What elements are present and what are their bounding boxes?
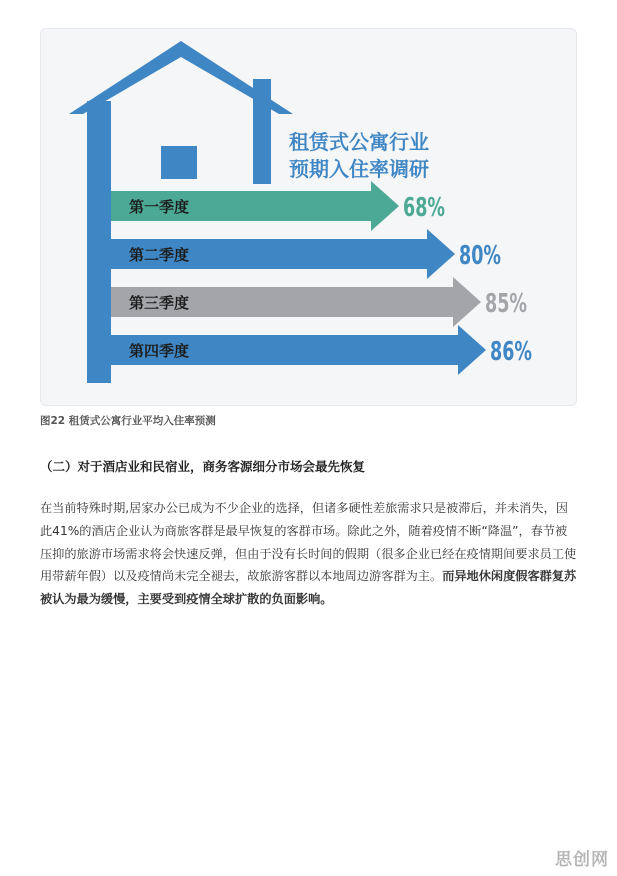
quarter-label-4: 第四季度 (129, 342, 190, 360)
body-text-bold: 而异地休闲度假客群复苏被认为最为缓慢，主要受到疫情全球扩散的负面影响。 (40, 569, 577, 607)
quarter-label-1: 第一季度 (129, 198, 190, 216)
quarter-value-1: 68% (403, 193, 445, 223)
quarter-label-3: 第三季度 (129, 294, 190, 312)
infographic-title-line1: 租赁式公寓行业 (289, 130, 429, 154)
body-paragraph (40, 497, 577, 611)
quarter-label-2: 第二季度 (129, 246, 190, 264)
body-text: 在当前特殊时期,居家办公已成为不少企业的选择，但诸多硬性差旅需求只是被滞后，并未消失，因此41%的酒店企业认为商旅客群是最早恢复的客群市场。除此之外，随着疫情不断“降温”，春节被压抑的旅游市场需求将会快速反弹，但由于没有长时间的假期（很多企业已经在疫情期间要求员工使用带薪年假）以及疫情尚未完全褪去，故旅游客群以本地周边游客群为主。 (40, 501, 577, 584)
quarter-value-4: 86% (490, 337, 532, 367)
watermark-logo: 思创网 (555, 850, 609, 870)
quarter-value-2: 80% (459, 241, 501, 271)
occupancy-infographic (41, 29, 577, 406)
quarter-value-3: 85% (485, 289, 527, 319)
infographic-card (40, 28, 577, 406)
infographic-title-line2: 预期入住率调研 (289, 157, 429, 181)
figure-caption: 图22 租赁式公寓行业平均入住率预测 (40, 415, 216, 427)
section-heading: （二）对于酒店业和民宿业，商务客源细分市场会最先恢复 (40, 459, 366, 474)
